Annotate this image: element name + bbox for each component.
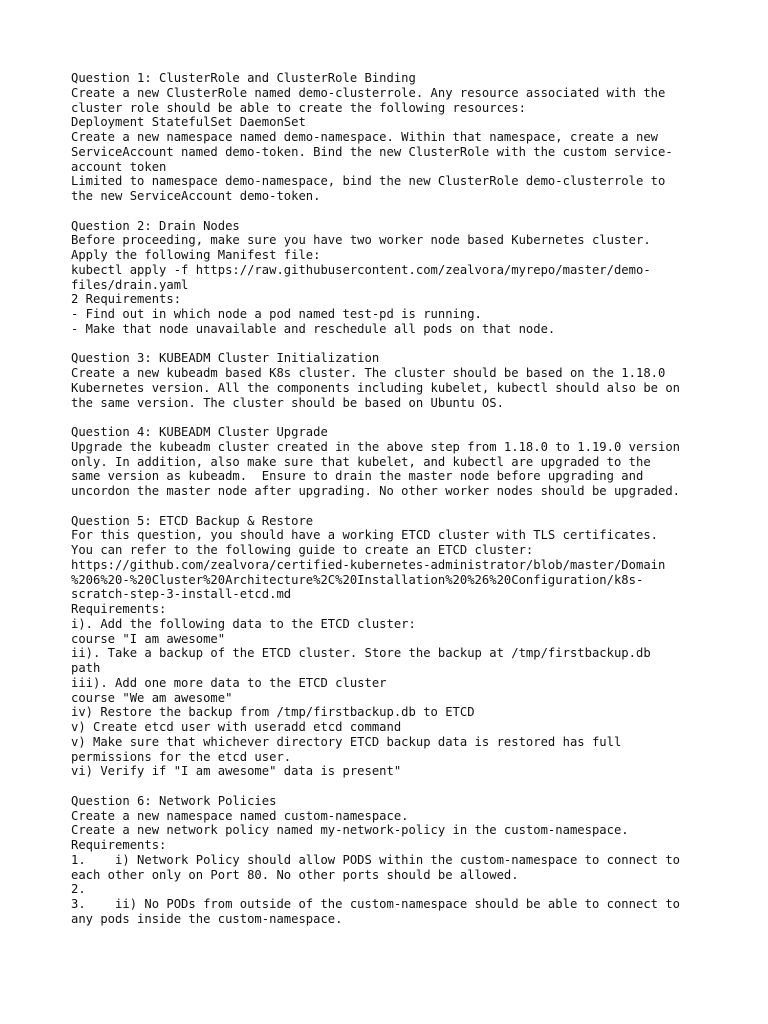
text-line: i). Add the following data to the ETCD cluster: xyxy=(71,616,416,631)
text-line: the same version. The cluster should be based on Ubuntu OS. xyxy=(71,395,504,410)
text-line: - Find out in which node a pod named test-pd is running. xyxy=(71,307,482,321)
text-line: Requirements: xyxy=(71,602,167,616)
text-line: Create a new namespace named demo-namespace. Within that namespace, create a new xyxy=(71,130,658,144)
question-heading: Question 5: ETCD Backup & Restore xyxy=(71,513,314,528)
text-line: any pods inside the custom-namespace. xyxy=(71,911,343,926)
text-line: path xyxy=(71,661,101,675)
text-line: cluster role should be able to create the following resources: xyxy=(71,100,526,115)
text-line: permissions for the etcd user. xyxy=(71,749,292,764)
text-line: vi) Verify if "I am awesome" data is present" xyxy=(71,764,402,779)
text-line: uncordon the master node after upgrading. No other worker nodes should be upgraded. xyxy=(71,484,681,498)
text-line: ii). Take a backup of the ETCD cluster. Store the backup at /tmp/firstbackup.db xyxy=(71,646,651,661)
text-line: Upgrade the kubeadm cluster created in the above step from 1.18.0 to 1.19.0 version xyxy=(71,439,681,454)
text-line: For this question, you should have a working ETCD cluster with TLS certificates. xyxy=(71,528,658,543)
document-page xyxy=(71,71,711,941)
question-section xyxy=(71,794,711,927)
text-line: Create a new kubeadm based K8s cluster. The cluster should be based on the 1.18.0 xyxy=(71,366,666,380)
question-section xyxy=(71,425,711,499)
text-line: the new ServiceAccount demo-token. xyxy=(71,189,321,203)
text-line: same version as kubeadm. Ensure to drain the master node before upgrading and xyxy=(71,469,644,484)
text-line: Deployment StatefulSet DaemonSet xyxy=(71,115,306,130)
text-line: Requirements: xyxy=(71,838,167,852)
text-line: each other only on Port 80. No other ports should be allowed. xyxy=(71,867,519,882)
text-line: Apply the following Manifest file: xyxy=(71,248,321,262)
question-section xyxy=(71,514,711,780)
question-section xyxy=(71,219,711,337)
question-section xyxy=(71,351,711,410)
text-line: files/drain.yaml xyxy=(71,277,189,292)
question-heading: Question 1: ClusterRole and ClusterRole Binding xyxy=(71,71,416,85)
text-line: account token xyxy=(71,159,167,174)
text-line: 3. ii) No PODs from outside of the custom-namespace should be able to connect to xyxy=(71,897,681,911)
question-heading: Question 2: Drain Nodes xyxy=(71,218,240,233)
text-line: v) Create etcd user with useradd etcd command xyxy=(71,720,402,734)
text-line: 2 Requirements: xyxy=(71,292,182,307)
text-line: 1. i) Network Policy should allow PODS within the custom-namespace to connect to xyxy=(71,852,681,867)
text-line: iii). Add one more data to the ETCD cluster xyxy=(71,675,387,690)
text-line: v) Make sure that whichever directory ETCD backup data is restored has full xyxy=(71,734,622,749)
text-line: iv) Restore the backup from /tmp/firstbackup.db to ETCD xyxy=(71,705,475,720)
text-line: https://github.com/zealvora/certified-kubernetes-administrator/blob/master/Domain xyxy=(71,557,666,572)
text-line: Limited to namespace demo-namespace, bind the new ClusterRole demo-clusterrole to xyxy=(71,174,666,189)
text-line: - Make that node unavailable and reschedule all pods on that node. xyxy=(71,321,556,336)
text-line: Create a new ClusterRole named demo-clusterrole. Any resource associated with the xyxy=(71,85,666,100)
text-line: Create a new namespace named custom-namespace. xyxy=(71,808,409,823)
text-line: course "We am awesome" xyxy=(71,690,233,705)
text-line: 2. xyxy=(71,882,86,897)
question-heading: Question 4: KUBEADM Cluster Upgrade xyxy=(71,425,328,439)
text-line: ServiceAccount named demo-token. Bind the new ClusterRole with the custom service- xyxy=(71,144,673,159)
text-line: Before proceeding, make sure you have two worker node based Kubernetes cluster. xyxy=(71,233,651,248)
text-line: Create a new network policy named my-network-policy in the custom-namespace. xyxy=(71,823,629,838)
text-line: kubectl apply -f https://raw.githubusercontent.com/zealvora/myrepo/master/demo- xyxy=(71,262,651,277)
text-line: scratch-step-3-install-etcd.md xyxy=(71,587,292,602)
text-line: You can refer to the following guide to create an ETCD cluster: xyxy=(71,543,534,557)
question-heading: Question 3: KUBEADM Cluster Initialization xyxy=(71,351,380,366)
text-line: %206%20-%20Cluster%20Architecture%2C%20Installation%20%26%20Configuration/k8s- xyxy=(71,572,644,587)
text-line: course "I am awesome" xyxy=(71,631,226,646)
question-heading: Question 6: Network Policies xyxy=(71,793,277,808)
question-section xyxy=(71,71,711,204)
text-line: only. In addition, also make sure that kubelet, and kubectl are upgraded to the xyxy=(71,454,651,469)
text-line: Kubernetes version. All the components including kubelet, kubectl should also be on xyxy=(71,380,681,395)
